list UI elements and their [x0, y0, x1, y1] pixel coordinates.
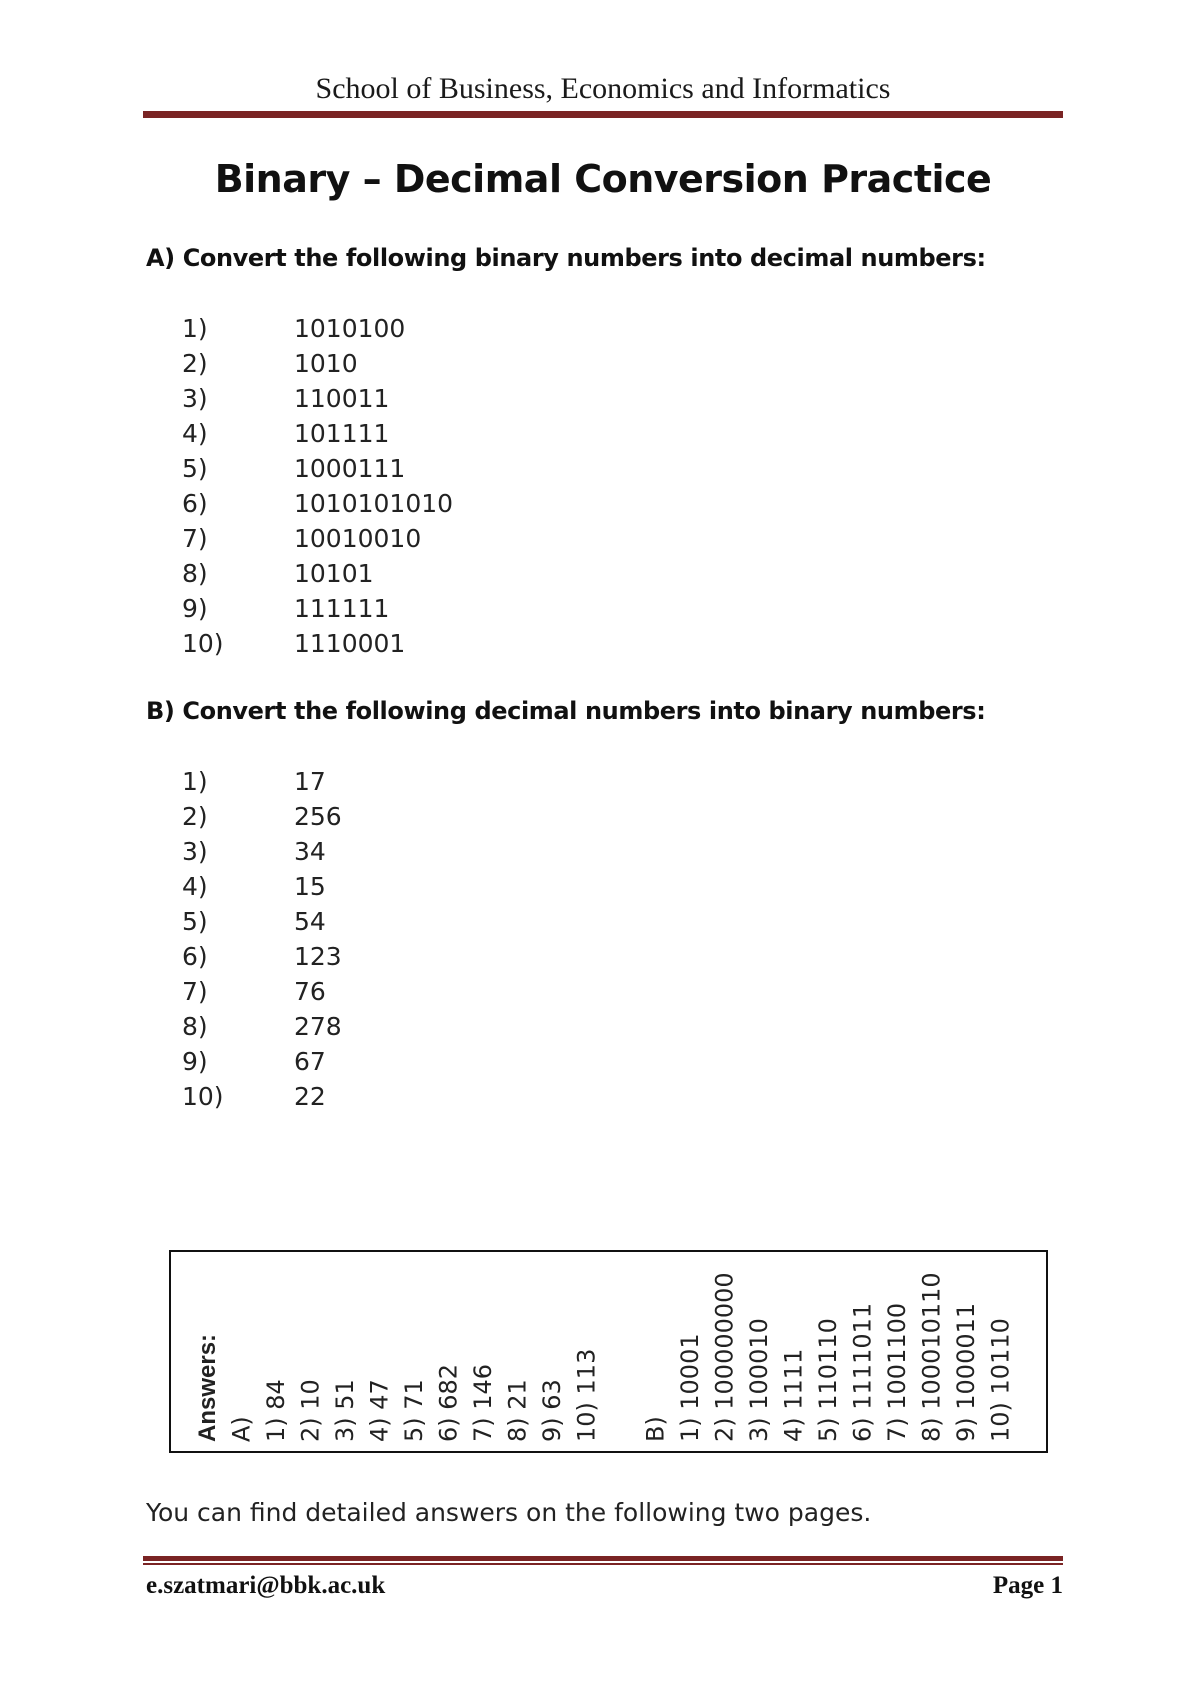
question-value: 67 [294, 1047, 326, 1076]
question-number: 10) [182, 629, 224, 658]
answer-line: 3) 51 [331, 1379, 359, 1442]
question-number: 1) [182, 767, 208, 796]
question-value: 1110001 [294, 629, 406, 658]
question-value: 54 [294, 907, 326, 936]
answer-line: 7) 146 [469, 1363, 497, 1442]
list-item [182, 556, 453, 591]
question-value: 110011 [294, 384, 390, 413]
answer-line: 8) 21 [503, 1379, 532, 1442]
detailed-answers-note: You can find detailed answers on the following two pages. [146, 1498, 872, 1527]
list-item [182, 1044, 342, 1079]
question-number: 9) [182, 1047, 208, 1076]
answers-rotated-text [171, 1252, 1045, 1450]
question-value: 1010101010 [294, 489, 454, 518]
list-item [182, 626, 453, 661]
list-item [182, 904, 342, 939]
list-item [182, 486, 453, 521]
question-number: 10) [182, 1082, 224, 1111]
question-value: 1010 [294, 349, 358, 378]
list-item [182, 834, 342, 869]
answer-line: 8) 100010110 [917, 1272, 946, 1442]
list-item [182, 346, 453, 381]
list-item [182, 799, 342, 834]
footer-rule-thick [143, 1556, 1063, 1561]
question-value: 278 [294, 1012, 342, 1041]
answer-line: 1) 84 [262, 1379, 290, 1442]
question-number: 3) [182, 384, 208, 413]
answers-b-label: B) [641, 1416, 670, 1442]
section-a-heading: A) Convert the following binary numbers into decimal numbers: [146, 244, 986, 272]
section-b-list [182, 764, 342, 1114]
question-number: 5) [182, 907, 208, 936]
answer-line: 9) 63 [538, 1379, 566, 1442]
question-number: 2) [182, 802, 208, 831]
list-item [182, 451, 453, 486]
answers-a-label: A) [227, 1416, 256, 1442]
answers-box [169, 1250, 1048, 1453]
answer-line: 6) 682 [434, 1363, 463, 1442]
question-number: 5) [182, 454, 208, 483]
question-value: 34 [294, 837, 326, 866]
question-value: 123 [294, 942, 342, 971]
question-number: 6) [182, 942, 208, 971]
question-number: 4) [182, 419, 208, 448]
section-a-list [182, 311, 453, 661]
question-number: 2) [182, 349, 208, 378]
answer-line: 3) 100010 [745, 1318, 773, 1442]
question-value: 10010010 [294, 524, 422, 553]
question-value: 111111 [294, 594, 390, 623]
question-value: 10101 [294, 559, 374, 588]
answer-line: 5) 71 [400, 1379, 428, 1442]
header-rule [143, 111, 1063, 118]
footer-page-number: Page 1 [992, 1572, 1063, 1599]
question-value: 22 [294, 1082, 326, 1111]
question-number: 7) [182, 524, 208, 553]
question-value: 76 [294, 977, 326, 1006]
question-value: 256 [294, 802, 342, 831]
answer-line: 1) 10001 [676, 1333, 704, 1442]
question-value: 1000111 [294, 454, 406, 483]
list-item [182, 521, 453, 556]
answer-line: 4) 1111 [779, 1348, 808, 1442]
answer-line: 5) 110110 [814, 1318, 842, 1442]
question-number: 7) [182, 977, 208, 1006]
question-value: 17 [294, 767, 326, 796]
list-item [182, 1079, 342, 1114]
question-number: 6) [182, 489, 208, 518]
list-item [182, 869, 342, 904]
answer-line: 2) 100000000 [710, 1272, 739, 1442]
section-b-heading: B) Convert the following decimal numbers into binary numbers: [146, 697, 986, 725]
list-item [182, 416, 453, 451]
question-number: 9) [182, 594, 208, 623]
footer-email: e.szatmari@bbk.ac.uk [146, 1572, 386, 1599]
footer-rule-thin [143, 1563, 1063, 1565]
answer-line: 10) 113 [572, 1348, 601, 1442]
question-value: 1010100 [294, 314, 406, 343]
list-item [182, 939, 342, 974]
answer-line: 10) 10110 [986, 1318, 1015, 1442]
list-item [182, 1009, 342, 1044]
page-header: School of Business, Economics and Informatics [315, 72, 891, 105]
answer-line: 9) 1000011 [952, 1302, 980, 1442]
question-number: 8) [182, 1012, 208, 1041]
answer-line: 2) 10 [296, 1379, 325, 1442]
question-value: 15 [294, 872, 326, 901]
question-number: 4) [182, 872, 208, 901]
list-item [182, 764, 342, 799]
answer-line: 7) 1001100 [883, 1302, 911, 1442]
list-item [182, 974, 342, 1009]
answer-line: 4) 47 [365, 1379, 394, 1442]
page-title: Binary – Decimal Conversion Practice [214, 157, 992, 201]
answers-title: Answers: [194, 1333, 221, 1442]
question-number: 3) [182, 837, 208, 866]
list-item [182, 381, 453, 416]
answer-line: 6) 1111011 [848, 1302, 877, 1442]
question-number: 1) [182, 314, 208, 343]
list-item [182, 591, 453, 626]
question-number: 8) [182, 559, 208, 588]
question-value: 101111 [294, 419, 390, 448]
list-item [182, 311, 453, 346]
